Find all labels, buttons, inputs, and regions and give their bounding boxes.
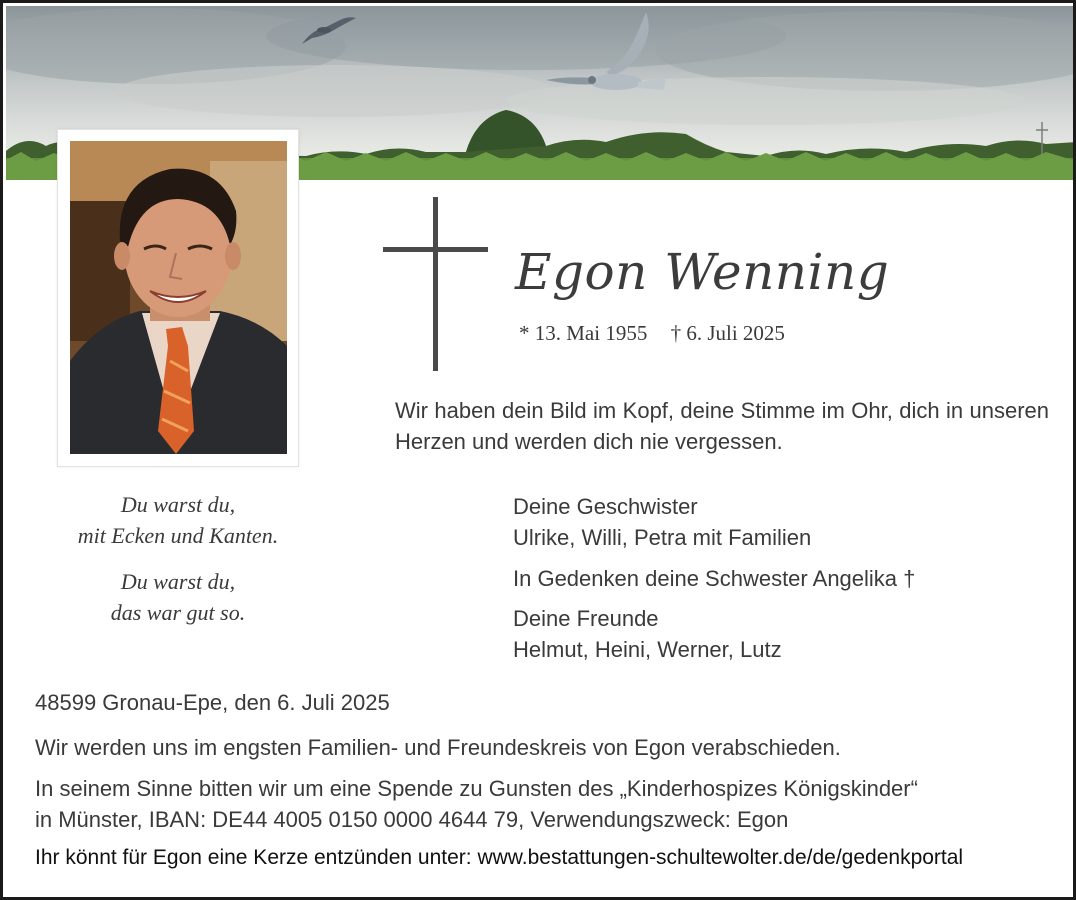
death-date: † 6. Juli 2025 bbox=[670, 321, 785, 345]
farewell-notice: Wir werden uns im engsten Familien- und Freundeskreis von Egon verabschieden. bbox=[35, 735, 841, 760]
quote-block-1 bbox=[43, 489, 313, 551]
place-and-date: 48599 Gronau-Epe, den 6. Juli 2025 bbox=[35, 690, 390, 715]
candle-notice: Ihr könnt für Egon eine Kerze entzünden unter: www.bestattungen-schultewolter.de/de/gedenkportal bbox=[35, 846, 964, 869]
memorial-verse: Wir haben dein Bild im Kopf, deine Stimme im Ohr, dich in unseren Herzen und werden dich nie vergessen. bbox=[395, 398, 1049, 454]
donation-line: in Münster, IBAN: DE44 4005 0150 0000 4644 79, Verwendungszweck: Egon bbox=[35, 807, 789, 832]
cross-icon-vertical bbox=[433, 197, 438, 371]
siblings-names: Ulrike, Willi, Petra mit Familien bbox=[513, 525, 812, 550]
quote-block-2 bbox=[43, 566, 313, 628]
donation-request bbox=[35, 773, 918, 835]
quote-line: Du warst du, bbox=[120, 492, 236, 517]
portrait-photo bbox=[70, 141, 287, 454]
quote-line: das war gut so. bbox=[110, 600, 246, 625]
deceased-name: Egon Wenning bbox=[515, 243, 890, 301]
cross-icon-horizontal bbox=[383, 247, 488, 252]
life-dates bbox=[519, 321, 803, 346]
friends-block bbox=[513, 603, 782, 665]
donation-line: In seinem Sinne bitten wir um eine Spende zu Gunsten des „Kinderhospizes Königskinder“ bbox=[35, 776, 918, 801]
friends-title: Deine Freunde bbox=[513, 606, 659, 631]
birth-date: * 13. Mai 1955 bbox=[519, 321, 648, 345]
quote-line: mit Ecken und Kanten. bbox=[77, 523, 279, 548]
siblings-title: Deine Geschwister bbox=[513, 494, 698, 519]
friends-names: Helmut, Heini, Werner, Lutz bbox=[513, 637, 782, 662]
memorial-sister: In Gedenken deine Schwester Angelika † bbox=[513, 566, 916, 591]
portrait-frame bbox=[57, 129, 299, 467]
siblings-block bbox=[513, 491, 811, 553]
quote-line: Du warst du, bbox=[120, 569, 236, 594]
